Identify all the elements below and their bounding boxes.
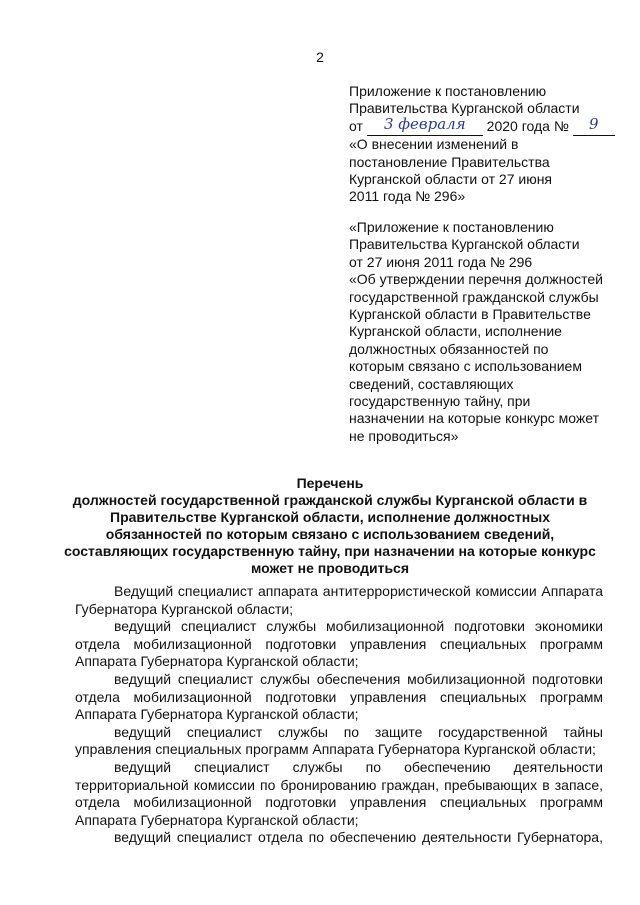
appendix-line: от 27 июня 2011 года № 296 [349, 253, 533, 270]
appendix-header-original [349, 219, 619, 445]
position-line: отдела мобилизационной подготовки управления специальных программ [75, 794, 603, 811]
appendix-line: Курганской области в Правительстве [349, 306, 591, 323]
handwritten-number: 9 [588, 114, 599, 133]
appendix-line: должностных обязанностей по [349, 340, 549, 357]
title-line: должностей государственной гражданской службы Курганской области в [72, 492, 588, 508]
appendix-line: Правительства Курганской области [349, 100, 580, 117]
appendix-line: постановление Правительства [349, 153, 550, 170]
position-line: отдела мобилизационной подготовки управления специальных программ [75, 635, 603, 652]
appendix-header-current [349, 83, 619, 206]
appendix-line: Курганской области от 27 июня [349, 171, 553, 188]
position-line: Аппарата Губернатора Курганской области; [75, 706, 359, 723]
appendix-line: «Об утверждении перечня должностей [349, 271, 603, 288]
position-item [75, 829, 603, 847]
position-item [75, 618, 603, 671]
handwritten-date: 3 февраля [383, 114, 466, 133]
position-line: Ведущий специалист аппарата антитеррористической комиссии Аппарата [114, 583, 603, 599]
position-line: Губернатора Курганской области; [75, 600, 294, 617]
number-blank [573, 114, 615, 136]
appendix-line: не проводиться» [349, 427, 459, 444]
title-line: обязанностей по которым связано с использованием сведений, [105, 526, 555, 542]
position-line: отдела мобилизационной подготовки управления специальных программ [75, 688, 603, 705]
positions-list [75, 583, 603, 847]
appendix-line: государственную тайну, при [349, 393, 531, 410]
position-item [75, 671, 603, 724]
title-line: может не проводиться [250, 560, 410, 576]
date-blank [367, 114, 483, 136]
page-number: 2 [316, 49, 324, 65]
position-item [75, 724, 603, 759]
appendix-line: Курганской области, исполнение [349, 323, 562, 340]
position-line: ведущий специалист службы мобилизационной подготовки экономики [114, 618, 603, 635]
document-title [60, 475, 600, 577]
appendix-date-line [349, 114, 619, 136]
year-text: 2020 года № [486, 117, 569, 134]
appendix-line: которым связано с использованием [349, 358, 582, 375]
position-line: ведущий специалист службы обеспечения мобилизационной подготовки [114, 670, 603, 687]
appendix-line: Правительства Курганской области [349, 236, 580, 253]
position-line: ведущий специалист службы по обеспечению деятельности [114, 758, 603, 775]
appendix-line: «О внесении изменений в [349, 136, 519, 153]
title-line: Перечень [296, 475, 364, 491]
position-item [75, 583, 603, 618]
title-line: Правительстве Курганской области, исполнение должностных [110, 509, 550, 525]
position-line: территориальной комиссии по бронированию граждан, пребывающих в запасе, [75, 776, 603, 793]
appendix-line: государственной гражданской службы [349, 288, 599, 305]
position-line: ведущий специалист службы по защите государственной тайны [114, 723, 603, 740]
position-line: Аппарата Губернатора Курганской области; [75, 811, 359, 828]
date-prefix: от [349, 117, 363, 134]
appendix-line: сведений, составляющих [349, 375, 514, 392]
position-item [75, 759, 603, 829]
title-line: составляющих государственную тайну, при назначении на которые конкурс [64, 543, 596, 559]
appendix-line: 2011 года № 296» [349, 188, 466, 205]
appendix-line: «Приложение к постановлению [349, 219, 554, 235]
appendix-line: Приложение к постановлению [349, 83, 547, 99]
position-line: ведущий специалист отдела по обеспечению деятельности Губернатора, [114, 829, 603, 846]
position-line: управления специальных программ Аппарата Губернатора Курганской области; [75, 741, 596, 758]
position-line: Аппарата Губернатора Курганской области; [75, 653, 359, 670]
appendix-line: назначении на которые конкурс может [349, 410, 600, 427]
